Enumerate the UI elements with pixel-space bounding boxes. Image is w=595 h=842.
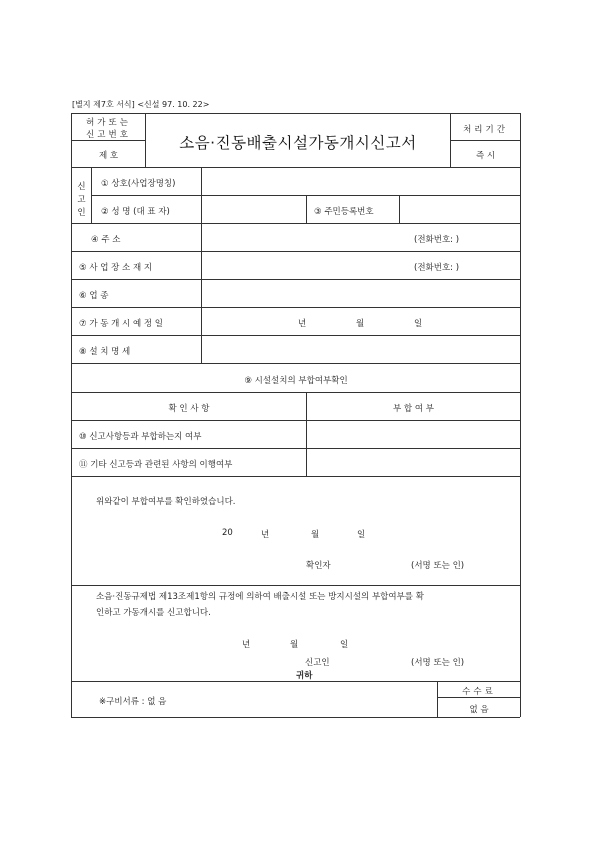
applicant-side-label-3: 인 [77, 208, 86, 218]
confirmer-signature: (서명 또는 인) [411, 561, 465, 571]
start-date-label: ⑦ 가 동 개 시 예 정 일 [79, 319, 164, 329]
declaration-line-1: 소음·진동규제법 제13조제1항의 규정에 의하여 배출시설 또는 방지시설의 부합여부를 확 [96, 592, 424, 602]
address-phone: (전화번호: ) [414, 235, 460, 245]
reporter-signature: (서명 또는 인) [411, 658, 465, 668]
company-name-label: ① 상호(사업장명칭) [101, 179, 176, 189]
representative-name-field[interactable] [202, 196, 305, 222]
form-header-note: [별지 제7호 서식] <신설 97. 10. 22> [72, 100, 210, 109]
fee-label: 수수료 [462, 687, 496, 697]
permit-label-2: 신고번호 [86, 130, 131, 140]
addressee: 귀하 [296, 671, 313, 681]
check-section-title: ⑨ 시설설치의 부합여부확인 [244, 376, 348, 386]
form-title: 소음·진동배출시설가동개시신고서 [179, 134, 417, 152]
check-result-10-field[interactable] [307, 421, 519, 447]
confirm-day: 일 [357, 530, 366, 540]
install-details-field[interactable] [202, 336, 519, 362]
start-date-year: 년 [298, 319, 307, 329]
permit-label-1: 허가또는 [86, 118, 131, 128]
table-border-top [71, 113, 520, 114]
applicant-side-label-2: 고 [77, 195, 86, 205]
resident-number-field[interactable] [400, 196, 519, 222]
start-date-day: 일 [414, 319, 423, 329]
confirm-month: 월 [311, 530, 320, 540]
check-result-11-field[interactable] [307, 449, 519, 475]
business-type-label: ⑥ 업 종 [79, 291, 109, 301]
confirmer-label: 확인자 [306, 561, 331, 571]
declaration-line-2: 인하고 가동개시를 신고합니다. [96, 608, 211, 618]
company-name-field[interactable] [202, 168, 519, 194]
reporter-label: 신고인 [305, 658, 330, 668]
confirm-text: 위와같이 부합여부를 확인하였습니다. [96, 497, 236, 507]
declaration-day: 일 [340, 640, 349, 650]
permit-number-field[interactable]: 제 호 [98, 151, 119, 161]
business-type-field[interactable] [202, 280, 519, 306]
declaration-year: 년 [242, 640, 251, 650]
fee-value: 없 음 [469, 705, 489, 715]
site-location-label: ⑤ 사 업 장 소 재 지 [79, 263, 153, 273]
start-date-month: 월 [356, 319, 365, 329]
install-details-label: ⑧ 설 치 명 세 [79, 347, 131, 357]
resident-number-label: ③ 주민등록번호 [314, 207, 374, 217]
address-label: ④ 주 소 [91, 235, 121, 245]
declaration-month: 월 [290, 640, 299, 650]
site-phone: (전화번호: ) [414, 263, 460, 273]
check-col-result: 부 합 여 부 [393, 404, 434, 414]
address-field[interactable] [202, 224, 402, 250]
check-item-10: ⑩ 신고사항등과 부합하는지 여부 [79, 432, 202, 442]
site-location-field[interactable] [202, 252, 402, 278]
required-documents: ※구비서류 : 없 음 [99, 697, 167, 707]
confirm-year: 년 [261, 530, 270, 540]
process-period-value: 즉 시 [475, 151, 496, 161]
representative-name-label: ② 성 명 (대 표 자) [101, 207, 170, 217]
table-border-right [520, 113, 521, 717]
table-border-bottom [71, 717, 520, 718]
applicant-side-label-1: 신 [77, 182, 86, 192]
process-period-label: 처리기간 [463, 125, 508, 135]
confirm-year-prefix: 20 [222, 528, 233, 538]
check-col-item: 확 인 사 항 [168, 404, 210, 414]
check-item-11: ⑪ 기타 신고등과 관련된 사항의 이행여부 [79, 460, 233, 470]
